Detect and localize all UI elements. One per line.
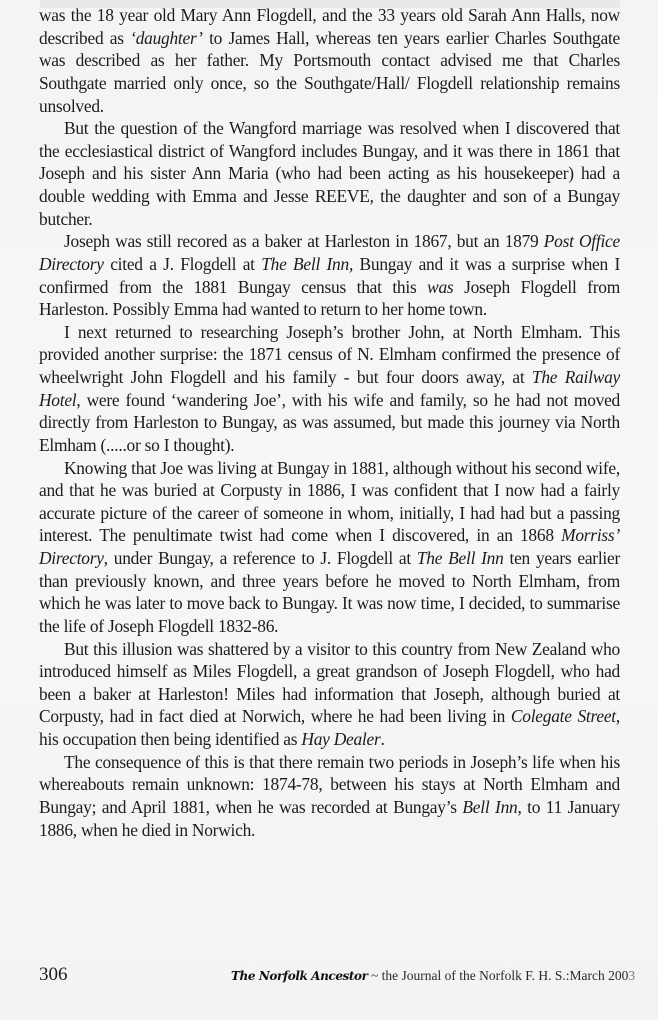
text-run: I next returned to researching Joseph’s brother John, at North Elmham. This provided another surprise: the 1871 census of N. Elmham confirmed the presence of wheelwright John Flogdell and his family - but four doors away, at bbox=[39, 321, 620, 387]
paragraph bbox=[39, 321, 620, 457]
paragraph bbox=[39, 230, 620, 321]
paragraph bbox=[39, 457, 620, 638]
text-run: was the 18 year old Mary Ann Flogdell, and the 33 years old Sarah Ann Halls, now described as bbox=[39, 5, 620, 48]
paragraph bbox=[39, 4, 620, 117]
text-run: Knowing that Joe was living at Bungay in 1881, although without his second wife, and that he was buried at Corpusty in 1886, I was confident that I now had a fairly accurate picture of the career of someone in whom, initially, I had had but a passing interest. The penultimate twist had come when I discovered, in an 1868 bbox=[39, 457, 620, 546]
italic-phrase: The Bell Inn bbox=[416, 548, 504, 568]
paragraph bbox=[39, 638, 620, 751]
text-run: , under Bungay, a reference to J. Flogdell at bbox=[103, 548, 417, 568]
italic-phrase: ‘daughter’ bbox=[130, 27, 203, 48]
text-run: to James Hall, whereas ten years earlier Charles Southgate was described as her father. My Portsmouth contact advised me that Charles Southgate married only once, so the Southgate/Hall/ Flogdell relationship remains unsolved. bbox=[39, 27, 620, 116]
text-run: But the question of the Wangford marriage was resolved when I discovered that the ecclesiastical district of Wangford includes Bungay, and it was there in 1861 that Joseph and his sister Ann Maria (who had been acting as his housekeeper) had a double wedding with Emma and Jesse REEVE, the daughter and son of a Bungay butcher. bbox=[39, 118, 620, 229]
italic-phrase: The Railway Hotel bbox=[39, 367, 620, 410]
text-run: , were found ‘wandering Joe’, with his wife and family, so he had not moved directly from Harleston to Bungay, as was assumed, but made this journey via North Elmham (.....or so I thought). bbox=[39, 389, 620, 455]
page-footer bbox=[39, 963, 658, 989]
journal-year-fragment: 3 bbox=[628, 968, 636, 983]
italic-phrase: Morriss’ Directory bbox=[39, 525, 620, 568]
journal-citation bbox=[231, 967, 635, 985]
italic-phrase: Post Office Directory bbox=[39, 231, 620, 274]
text-run: ten years earlier than previously known, and three years before he moved to North Elmham, from which he was later to move back to Bungay. It was now time, I decided, to summarise the life of Joseph Flogdell 1832-86. bbox=[39, 548, 620, 636]
text-run: cited a J. Flogdell at bbox=[103, 253, 262, 274]
article-body bbox=[39, 4, 620, 841]
text-run: , to 11 January 1886, when he died in Norwich. bbox=[39, 796, 620, 840]
italic-phrase: Bell Inn bbox=[462, 796, 518, 817]
journal-subtitle: ~ the Journal of the Norfolk F. H. S.:March 200 bbox=[367, 968, 629, 983]
italic-phrase: Hay Dealer bbox=[301, 729, 381, 749]
paragraph bbox=[39, 751, 620, 842]
text-run: . bbox=[380, 729, 385, 749]
text-run: Joseph Flogdell from Harleston. Possibly Emma had wanted to return to her home town. bbox=[39, 276, 620, 320]
italic-phrase: The Bell Inn, bbox=[261, 253, 354, 274]
italic-phrase: Colegate Street bbox=[510, 706, 616, 727]
text-run: But this illusion was shattered by a visitor to this country from New Zealand who introduced himself as Miles Flogdell, a great grandson of Joseph Flogdell, who had been a baker at Harleston! Miles had information that Joseph, although buried at Corpusty, had in fact died at Norwich, where he had been living in bbox=[39, 638, 620, 727]
italic-phrase: was bbox=[427, 276, 454, 297]
page-number: 306 bbox=[39, 964, 68, 985]
text-run: Bungay and it was a surprise when I confirmed from the 1881 Bungay census that this bbox=[39, 253, 620, 297]
text-run: The consequence of this is that there remain two periods in Joseph’s life when his whereabouts remain unknown: 1874-78, between his stays at North Elmham and Bungay; and April 1881, when he was recorded at Bungay’s bbox=[39, 751, 620, 817]
journal-title: The Norfolk Ancestor bbox=[231, 969, 368, 983]
text-run: Joseph was still recored as a baker at Harleston in 1867, but an 1879 bbox=[64, 231, 544, 252]
paragraph bbox=[39, 117, 620, 230]
text-run: , his occupation then being identified as bbox=[39, 706, 620, 749]
